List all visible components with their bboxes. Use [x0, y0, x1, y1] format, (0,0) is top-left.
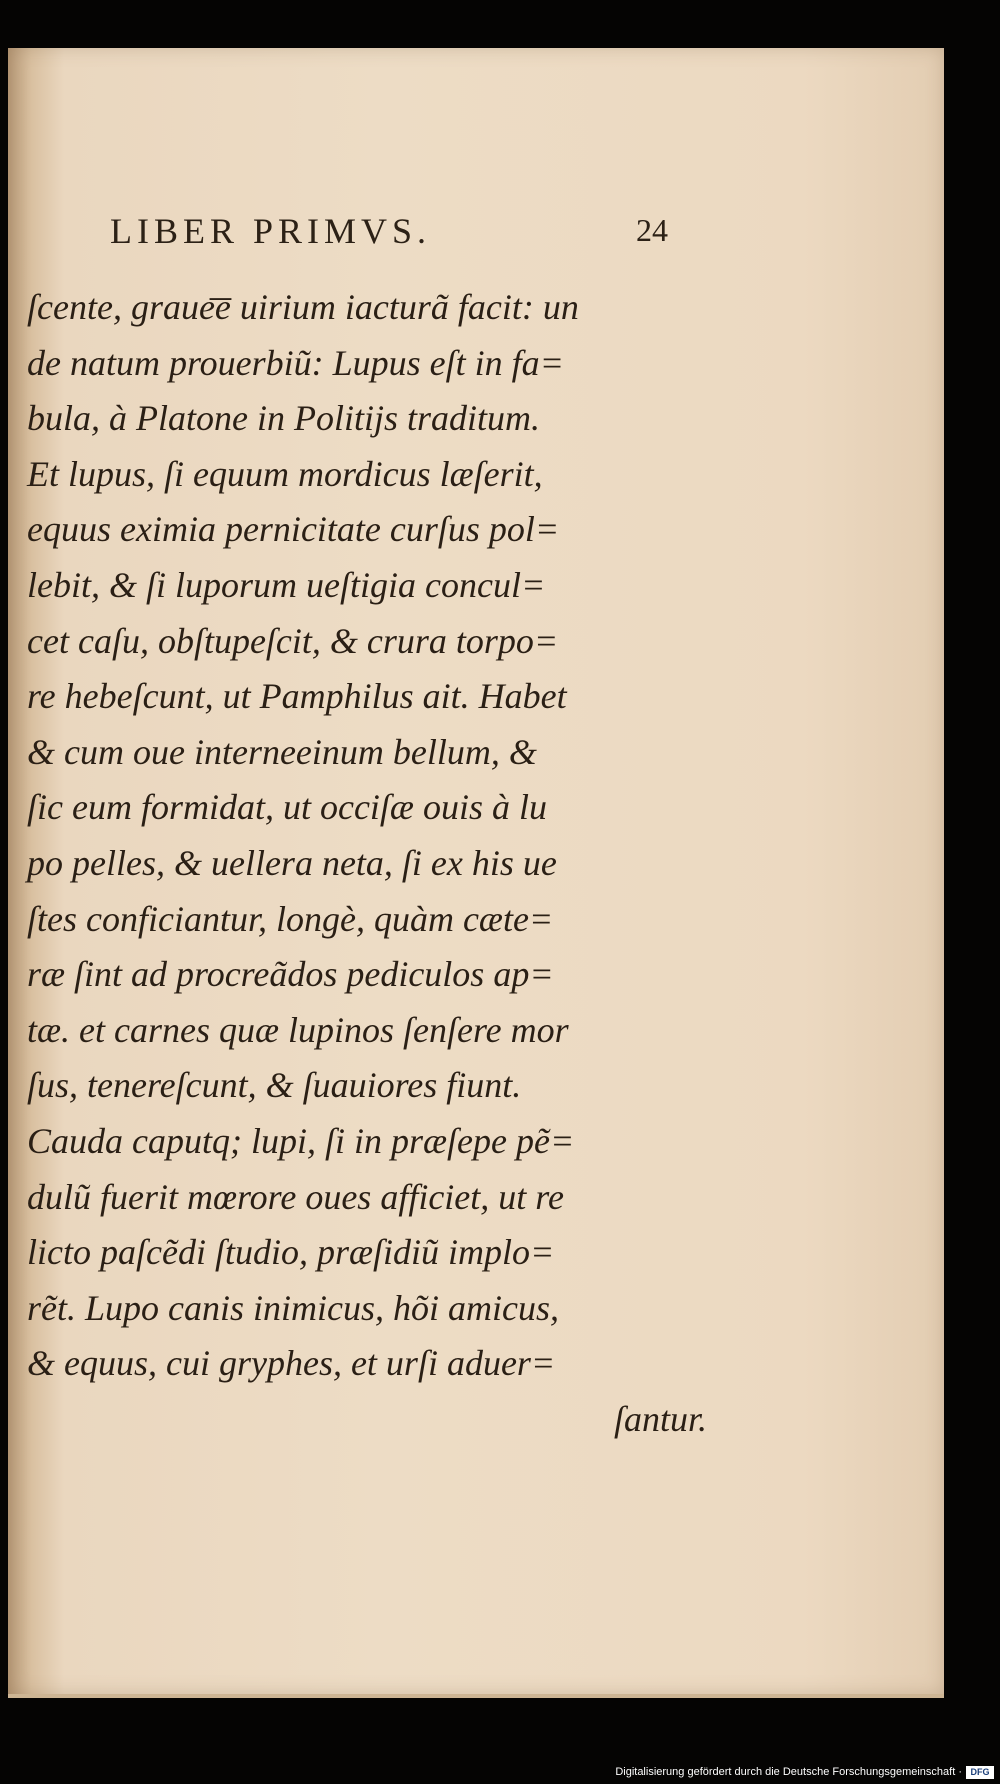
text-line: ſtes conficiantur, longè, quàm cæte= — [27, 898, 554, 939]
text-line: & equus, cui gryphes, et urſi aduer= — [27, 1343, 556, 1384]
text-line: Et lupus, ſi equum mordicus læſerit, — [27, 453, 543, 494]
text-line: bula, à Platone in Politijs traditum. — [27, 398, 540, 439]
text-line: po pelles, & uellera neta, ſi ex his ue — [27, 842, 557, 883]
text-line: ræ ſint ad procreãdos pediculos ap= — [27, 954, 554, 995]
funding-credit: Digitalisierung gefördert durch die Deutsche Forschungsgemeinschaft · — [615, 1766, 962, 1778]
text-line: Cauda caputq; lupi, ſi in præſepe pẽ= — [27, 1120, 575, 1161]
text-line: dulũ fuerit mœrore oues afficiet, ut re — [27, 1176, 564, 1217]
text-line: cet caſu, obſtupeſcit, & crura torpo= — [27, 620, 559, 661]
page-edge — [8, 1694, 944, 1698]
text-line: re hebeſcunt, ut Pamphilus ait. Habet — [27, 676, 567, 717]
text-line-last: ſantur. — [613, 1398, 707, 1439]
text-line: rẽt. Lupo canis inimicus, hõi amicus, — [27, 1287, 559, 1328]
dfg-logo: DFG — [966, 1766, 994, 1779]
text-line: ſic eum formidat, ut occiſæ ouis à lu — [27, 787, 547, 828]
text-block — [27, 280, 727, 1447]
text-line: de natum prouerbiũ: Lupus eſt in fa= — [27, 342, 564, 383]
text-line: licto paſcẽdi ſtudio, præſidiũ implo= — [27, 1232, 555, 1273]
text-line: ſcente, graue͞e uirium iacturã facit: un — [27, 287, 579, 327]
text-line: ſus, tenereſcunt, & ſuauiores fiunt. — [27, 1065, 522, 1106]
text-line: tæ. et carnes quæ lupinos ſenſere mor — [27, 1009, 569, 1050]
text-line: & cum oue interneeinum bellum, & — [27, 731, 537, 772]
running-head: LIBER PRIMVS. — [110, 211, 432, 251]
text-line: equus eximia pernicitate curſus pol= — [27, 509, 560, 550]
text-line: lebit, & ſi luporum ueſtigia concul= — [27, 564, 546, 605]
page-number: 24 — [636, 212, 668, 248]
